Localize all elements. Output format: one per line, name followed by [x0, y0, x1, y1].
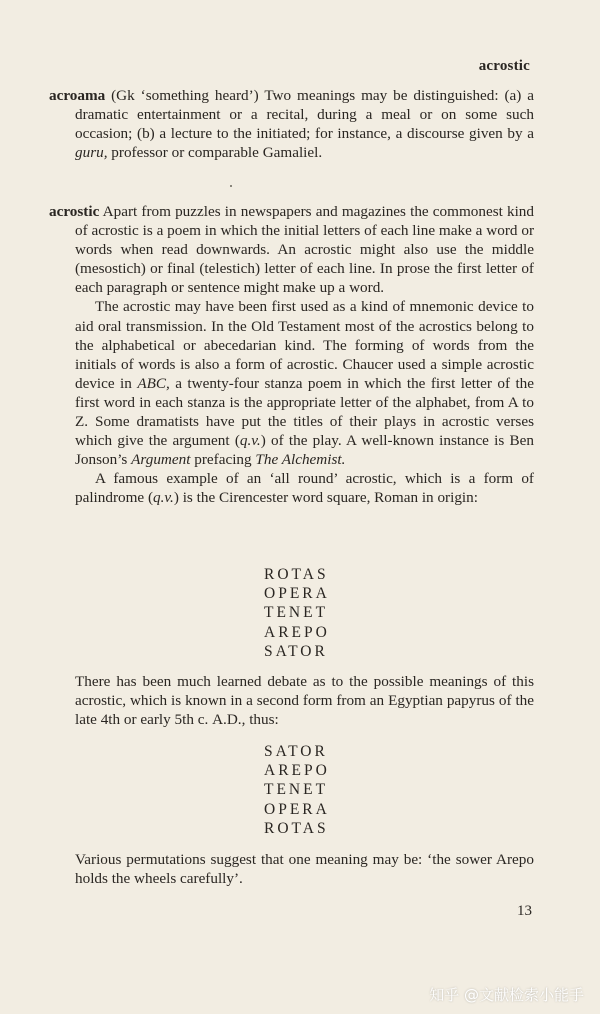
- entry-acrostic-continued: [49, 672, 534, 729]
- acrostic-paragraph-1: acrostic Apart from puzzles in newspapers and magazines the commonest kind of acrostic is a poem in which the initial letters of each line make a word or words when read downwards. An acrostic might also use the middle (mesostich) or final (telestich) letter of each line. In prose the first letter of each paragraph or sentence might make up a word.: [49, 203, 534, 297]
- acroama-paragraph: acroama (Gk ‘something heard’) Two meanings may be distinguished: (a) a dramatic entertainment or a recital, during a meal or on some such occasion; (b) a lecture to the initiated; for instance, a discourse given by a guru, professor or comparable Gamaliel.: [49, 87, 534, 162]
- acrostic-paragraph-2: The acrostic may have been first used as a kind of mnemonic device to aid oral transmission. In the Old Testament most of the acrostics belong to the alphabetical or abecedarian kind. The forming of words from the initials of words is also a form of acrostic. Chaucer used a simple acrostic device in ABC, a twenty-four stanza poem in which the first letter of the first word in each stanza is the appropriate letter of the alphabet, from A to Z. Some dramatists have put the titles of their plays in acrostic verses which give the argument (q.v.) of the play. A well-known instance is Ben Jonson’s Argument prefacing The Alchemist.: [75, 298, 534, 469]
- square-row: SATOR: [264, 743, 328, 760]
- headword-acrostic: acrostic: [49, 203, 100, 220]
- square-row: OPERA: [264, 800, 330, 818]
- acrostic-paragraph-4: There has been much learned debate as to the possible meanings of this acrostic, which is known in a second form from an Egyptian papyrus of the late 4th or early 5th c. A.D., thus:: [75, 673, 534, 729]
- running-head: acrostic: [478, 58, 530, 74]
- square-row: ROTAS: [264, 819, 329, 837]
- acrostic-paragraph-3: A famous example of an ‘all round’ acrostic, which is a form of palindrome (q.v.) is the Cirencester word square, Roman in origin:: [75, 470, 534, 507]
- square-row: ROTAS: [264, 566, 329, 583]
- word-square-papyrus: [264, 742, 330, 838]
- entry-acrostic-final: [49, 850, 534, 888]
- square-row: TENET: [264, 604, 329, 622]
- entry-acrostic: [49, 202, 534, 508]
- page-number: 13: [517, 903, 532, 919]
- square-row: AREPO: [264, 623, 330, 641]
- square-row: TENET: [264, 781, 329, 799]
- watermark: 知乎 @文献检索小能手: [429, 986, 584, 1004]
- page-speck: [230, 185, 232, 187]
- square-row: OPERA: [264, 585, 330, 603]
- acrostic-paragraph-5: Various permutations suggest that one meaning may be: ‘the sower Arepo holds the wheels carefully’.: [75, 851, 534, 888]
- square-row: SATOR: [264, 642, 328, 660]
- square-row: AREPO: [264, 762, 330, 780]
- word-square-cirencester: [264, 565, 330, 661]
- entry-acroama: [49, 86, 534, 162]
- headword-acroama: acroama: [49, 87, 106, 104]
